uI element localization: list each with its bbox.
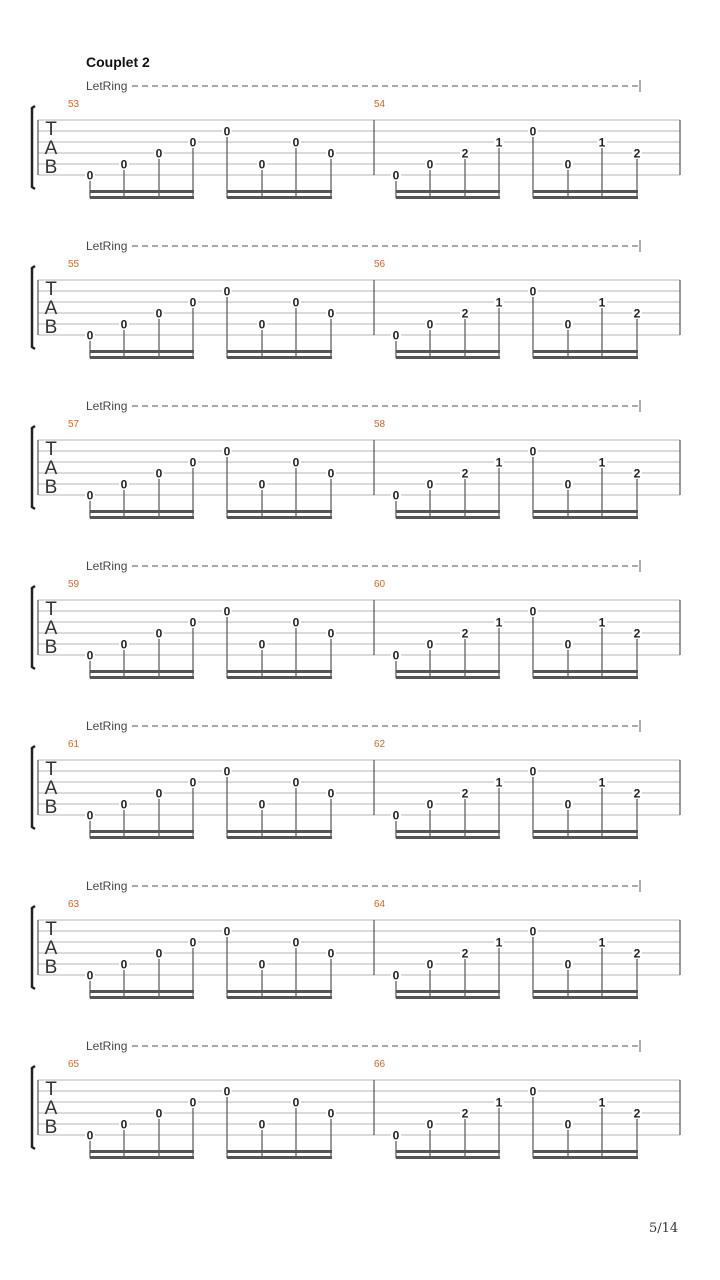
fret-number: 1 <box>495 935 503 950</box>
fret-number: 0 <box>120 1117 128 1132</box>
fret-number: 0 <box>564 797 572 812</box>
system-brace <box>32 426 35 509</box>
let-ring-label: LetRing <box>86 879 128 893</box>
tab-system <box>32 399 680 519</box>
tab-clef-letter: B <box>44 157 58 178</box>
beam <box>90 996 194 999</box>
fret-number: 2 <box>461 626 469 641</box>
fret-number: 0 <box>189 455 197 470</box>
beam <box>533 830 638 833</box>
fret-number: 0 <box>86 648 94 663</box>
beam <box>396 670 500 673</box>
page-number: 5/14 <box>649 1221 679 1236</box>
fret-number: 0 <box>392 328 400 343</box>
fret-number: 0 <box>292 775 300 790</box>
beam <box>227 196 332 199</box>
beam <box>227 990 332 993</box>
beam <box>90 990 194 993</box>
fret-number: 0 <box>258 477 266 492</box>
fret-number: 1 <box>598 1095 606 1110</box>
fret-number: 0 <box>327 466 335 481</box>
fret-number: 2 <box>461 466 469 481</box>
fret-number: 0 <box>258 637 266 652</box>
fret-number: 0 <box>223 124 231 139</box>
fret-number: 0 <box>292 615 300 630</box>
beam <box>90 516 194 519</box>
fret-number: 2 <box>633 306 641 321</box>
fret-number: 0 <box>120 157 128 172</box>
fret-number: 1 <box>495 135 503 150</box>
beam <box>90 676 194 679</box>
beam <box>533 996 638 999</box>
beam <box>227 830 332 833</box>
fret-number: 1 <box>495 615 503 630</box>
tab-clef-letter: B <box>44 797 58 818</box>
measure-number: 57 <box>68 419 80 430</box>
beam <box>396 676 500 679</box>
fret-number: 2 <box>633 1106 641 1121</box>
beam <box>227 510 332 513</box>
measure-number: 66 <box>374 1059 386 1070</box>
fret-number: 2 <box>461 146 469 161</box>
beam <box>227 836 332 839</box>
measure-number: 58 <box>374 419 386 430</box>
beam <box>533 190 638 193</box>
fret-number: 0 <box>223 764 231 779</box>
fret-number: 1 <box>598 455 606 470</box>
fret-number: 0 <box>155 626 163 641</box>
measure-number: 53 <box>68 99 80 110</box>
fret-number: 0 <box>564 637 572 652</box>
fret-number: 0 <box>189 135 197 150</box>
fret-number: 0 <box>155 146 163 161</box>
beam <box>227 516 332 519</box>
beam <box>533 196 638 199</box>
fret-number: 0 <box>327 1106 335 1121</box>
system-brace <box>32 106 35 189</box>
fret-number: 0 <box>86 968 94 983</box>
tab-system <box>32 1039 680 1159</box>
measure-number: 64 <box>374 899 386 910</box>
fret-number: 0 <box>155 466 163 481</box>
fret-number: 0 <box>529 924 537 939</box>
fret-number: 0 <box>529 124 537 139</box>
tab-clef-letter: A <box>44 938 58 959</box>
beam <box>90 350 194 353</box>
beam <box>90 356 194 359</box>
fret-number: 0 <box>155 306 163 321</box>
beam <box>396 830 500 833</box>
beam <box>533 836 638 839</box>
fret-number: 2 <box>633 466 641 481</box>
fret-number: 0 <box>292 455 300 470</box>
let-ring-label: LetRing <box>86 239 128 253</box>
fret-number: 0 <box>86 328 94 343</box>
tab-system <box>32 239 680 359</box>
tab-clef-letter: A <box>44 458 58 479</box>
fret-number: 0 <box>426 477 434 492</box>
fret-number: 0 <box>189 615 197 630</box>
let-ring-label: LetRing <box>86 719 128 733</box>
beam <box>227 190 332 193</box>
fret-number: 0 <box>120 797 128 812</box>
fret-number: 1 <box>598 615 606 630</box>
tab-clef-letter: T <box>45 599 57 620</box>
beam <box>227 1156 332 1159</box>
fret-number: 0 <box>327 786 335 801</box>
fret-number: 0 <box>223 924 231 939</box>
fret-number: 0 <box>327 626 335 641</box>
tab-system <box>32 79 680 199</box>
fret-number: 2 <box>461 786 469 801</box>
fret-number: 0 <box>189 1095 197 1110</box>
tab-clef-letter: T <box>45 279 57 300</box>
measure-number: 65 <box>68 1059 80 1070</box>
fret-number: 0 <box>426 317 434 332</box>
measure-number: 61 <box>68 739 80 750</box>
fret-number: 0 <box>223 444 231 459</box>
fret-number: 0 <box>120 957 128 972</box>
beam <box>90 830 194 833</box>
tab-clef-letter: B <box>44 317 58 338</box>
fret-number: 2 <box>633 786 641 801</box>
tab-clef-letter: T <box>45 119 57 140</box>
system-brace <box>32 266 35 349</box>
measure-number: 56 <box>374 259 386 270</box>
section-title: Couplet 2 <box>86 54 150 70</box>
beam <box>533 350 638 353</box>
fret-number: 2 <box>633 946 641 961</box>
measure-number: 55 <box>68 259 80 270</box>
beam <box>396 516 500 519</box>
fret-number: 0 <box>258 1117 266 1132</box>
fret-number: 0 <box>564 317 572 332</box>
fret-number: 0 <box>86 1128 94 1143</box>
beam <box>90 1150 194 1153</box>
beam <box>396 836 500 839</box>
fret-number: 0 <box>564 477 572 492</box>
fret-number: 0 <box>392 168 400 183</box>
fret-number: 2 <box>461 306 469 321</box>
beam <box>533 516 638 519</box>
beam <box>90 510 194 513</box>
let-ring-label: LetRing <box>86 399 128 413</box>
tab-clef-letter: A <box>44 138 58 159</box>
fret-number: 0 <box>258 317 266 332</box>
beam <box>396 990 500 993</box>
fret-number: 0 <box>189 295 197 310</box>
fret-number: 0 <box>392 1128 400 1143</box>
fret-number: 0 <box>426 157 434 172</box>
beam <box>533 1156 638 1159</box>
fret-number: 0 <box>189 935 197 950</box>
fret-number: 0 <box>392 648 400 663</box>
measure-number: 54 <box>374 99 386 110</box>
tab-clef-letter: B <box>44 1117 58 1138</box>
beam <box>90 196 194 199</box>
fret-number: 1 <box>495 295 503 310</box>
beam <box>396 996 500 999</box>
system-brace <box>32 746 35 829</box>
fret-number: 0 <box>564 157 572 172</box>
fret-number: 0 <box>529 1084 537 1099</box>
measure-number: 62 <box>374 739 386 750</box>
tab-clef-letter: B <box>44 637 58 658</box>
fret-number: 0 <box>529 284 537 299</box>
beam <box>533 356 638 359</box>
tab-system <box>32 559 680 679</box>
system-brace <box>32 906 35 989</box>
beam <box>90 190 194 193</box>
beam <box>533 676 638 679</box>
fret-number: 0 <box>120 317 128 332</box>
tab-clef-letter: T <box>45 1079 57 1100</box>
fret-number: 0 <box>258 957 266 972</box>
fret-number: 0 <box>529 604 537 619</box>
fret-number: 0 <box>529 444 537 459</box>
fret-number: 0 <box>392 488 400 503</box>
beam <box>396 196 500 199</box>
let-ring-label: LetRing <box>86 1039 128 1053</box>
fret-number: 0 <box>392 968 400 983</box>
beam <box>533 670 638 673</box>
tab-clef-letter: A <box>44 618 58 639</box>
fret-number: 2 <box>461 1106 469 1121</box>
let-ring-label: LetRing <box>86 559 128 573</box>
fret-number: 0 <box>292 935 300 950</box>
fret-number: 0 <box>189 775 197 790</box>
fret-number: 2 <box>633 146 641 161</box>
fret-number: 0 <box>223 604 231 619</box>
fret-number: 0 <box>426 797 434 812</box>
fret-number: 1 <box>495 455 503 470</box>
fret-number: 0 <box>120 477 128 492</box>
fret-number: 0 <box>529 764 537 779</box>
fret-number: 0 <box>392 808 400 823</box>
fret-number: 0 <box>292 1095 300 1110</box>
fret-number: 0 <box>223 1084 231 1099</box>
fret-number: 0 <box>86 488 94 503</box>
tab-clef-letter: A <box>44 778 58 799</box>
tab-clef-letter: T <box>45 759 57 780</box>
let-ring-label: LetRing <box>86 79 128 93</box>
tab-clef-letter: B <box>44 957 58 978</box>
tab-clef-letter: B <box>44 477 58 498</box>
fret-number: 0 <box>292 135 300 150</box>
beam <box>396 510 500 513</box>
fret-number: 0 <box>426 637 434 652</box>
fret-number: 0 <box>426 957 434 972</box>
tab-system <box>32 719 680 839</box>
beam <box>90 836 194 839</box>
beam <box>90 670 194 673</box>
system-brace <box>32 1066 35 1149</box>
fret-number: 0 <box>564 1117 572 1132</box>
fret-number: 0 <box>155 1106 163 1121</box>
beam <box>227 676 332 679</box>
fret-number: 0 <box>86 808 94 823</box>
tab-clef-letter: T <box>45 919 57 940</box>
measure-number: 59 <box>68 579 80 590</box>
fret-number: 0 <box>86 168 94 183</box>
fret-number: 1 <box>598 935 606 950</box>
beam <box>90 1156 194 1159</box>
tab-clef-letter: A <box>44 298 58 319</box>
fret-number: 0 <box>258 157 266 172</box>
fret-number: 2 <box>633 626 641 641</box>
fret-number: 0 <box>327 946 335 961</box>
beam <box>227 356 332 359</box>
fret-number: 0 <box>223 284 231 299</box>
fret-number: 1 <box>495 1095 503 1110</box>
beam <box>533 990 638 993</box>
beam <box>533 1150 638 1153</box>
measure-number: 63 <box>68 899 80 910</box>
measure-number: 60 <box>374 579 386 590</box>
fret-number: 0 <box>327 146 335 161</box>
beam <box>396 356 500 359</box>
fret-number: 0 <box>120 637 128 652</box>
fret-number: 0 <box>155 786 163 801</box>
fret-number: 1 <box>598 775 606 790</box>
fret-number: 1 <box>598 135 606 150</box>
beam <box>227 350 332 353</box>
fret-number: 0 <box>564 957 572 972</box>
fret-number: 0 <box>155 946 163 961</box>
beam <box>533 510 638 513</box>
beam <box>396 1156 500 1159</box>
tab-clef-letter: T <box>45 439 57 460</box>
system-brace <box>32 586 35 669</box>
beam <box>227 996 332 999</box>
beam <box>396 350 500 353</box>
fret-number: 0 <box>292 295 300 310</box>
tab-system <box>32 879 680 999</box>
tab-clef-letter: A <box>44 1098 58 1119</box>
fret-number: 1 <box>495 775 503 790</box>
beam <box>227 1150 332 1153</box>
fret-number: 2 <box>461 946 469 961</box>
beam <box>396 190 500 193</box>
fret-number: 0 <box>327 306 335 321</box>
beam <box>227 670 332 673</box>
fret-number: 1 <box>598 295 606 310</box>
beam <box>396 1150 500 1153</box>
fret-number: 0 <box>426 1117 434 1132</box>
fret-number: 0 <box>258 797 266 812</box>
